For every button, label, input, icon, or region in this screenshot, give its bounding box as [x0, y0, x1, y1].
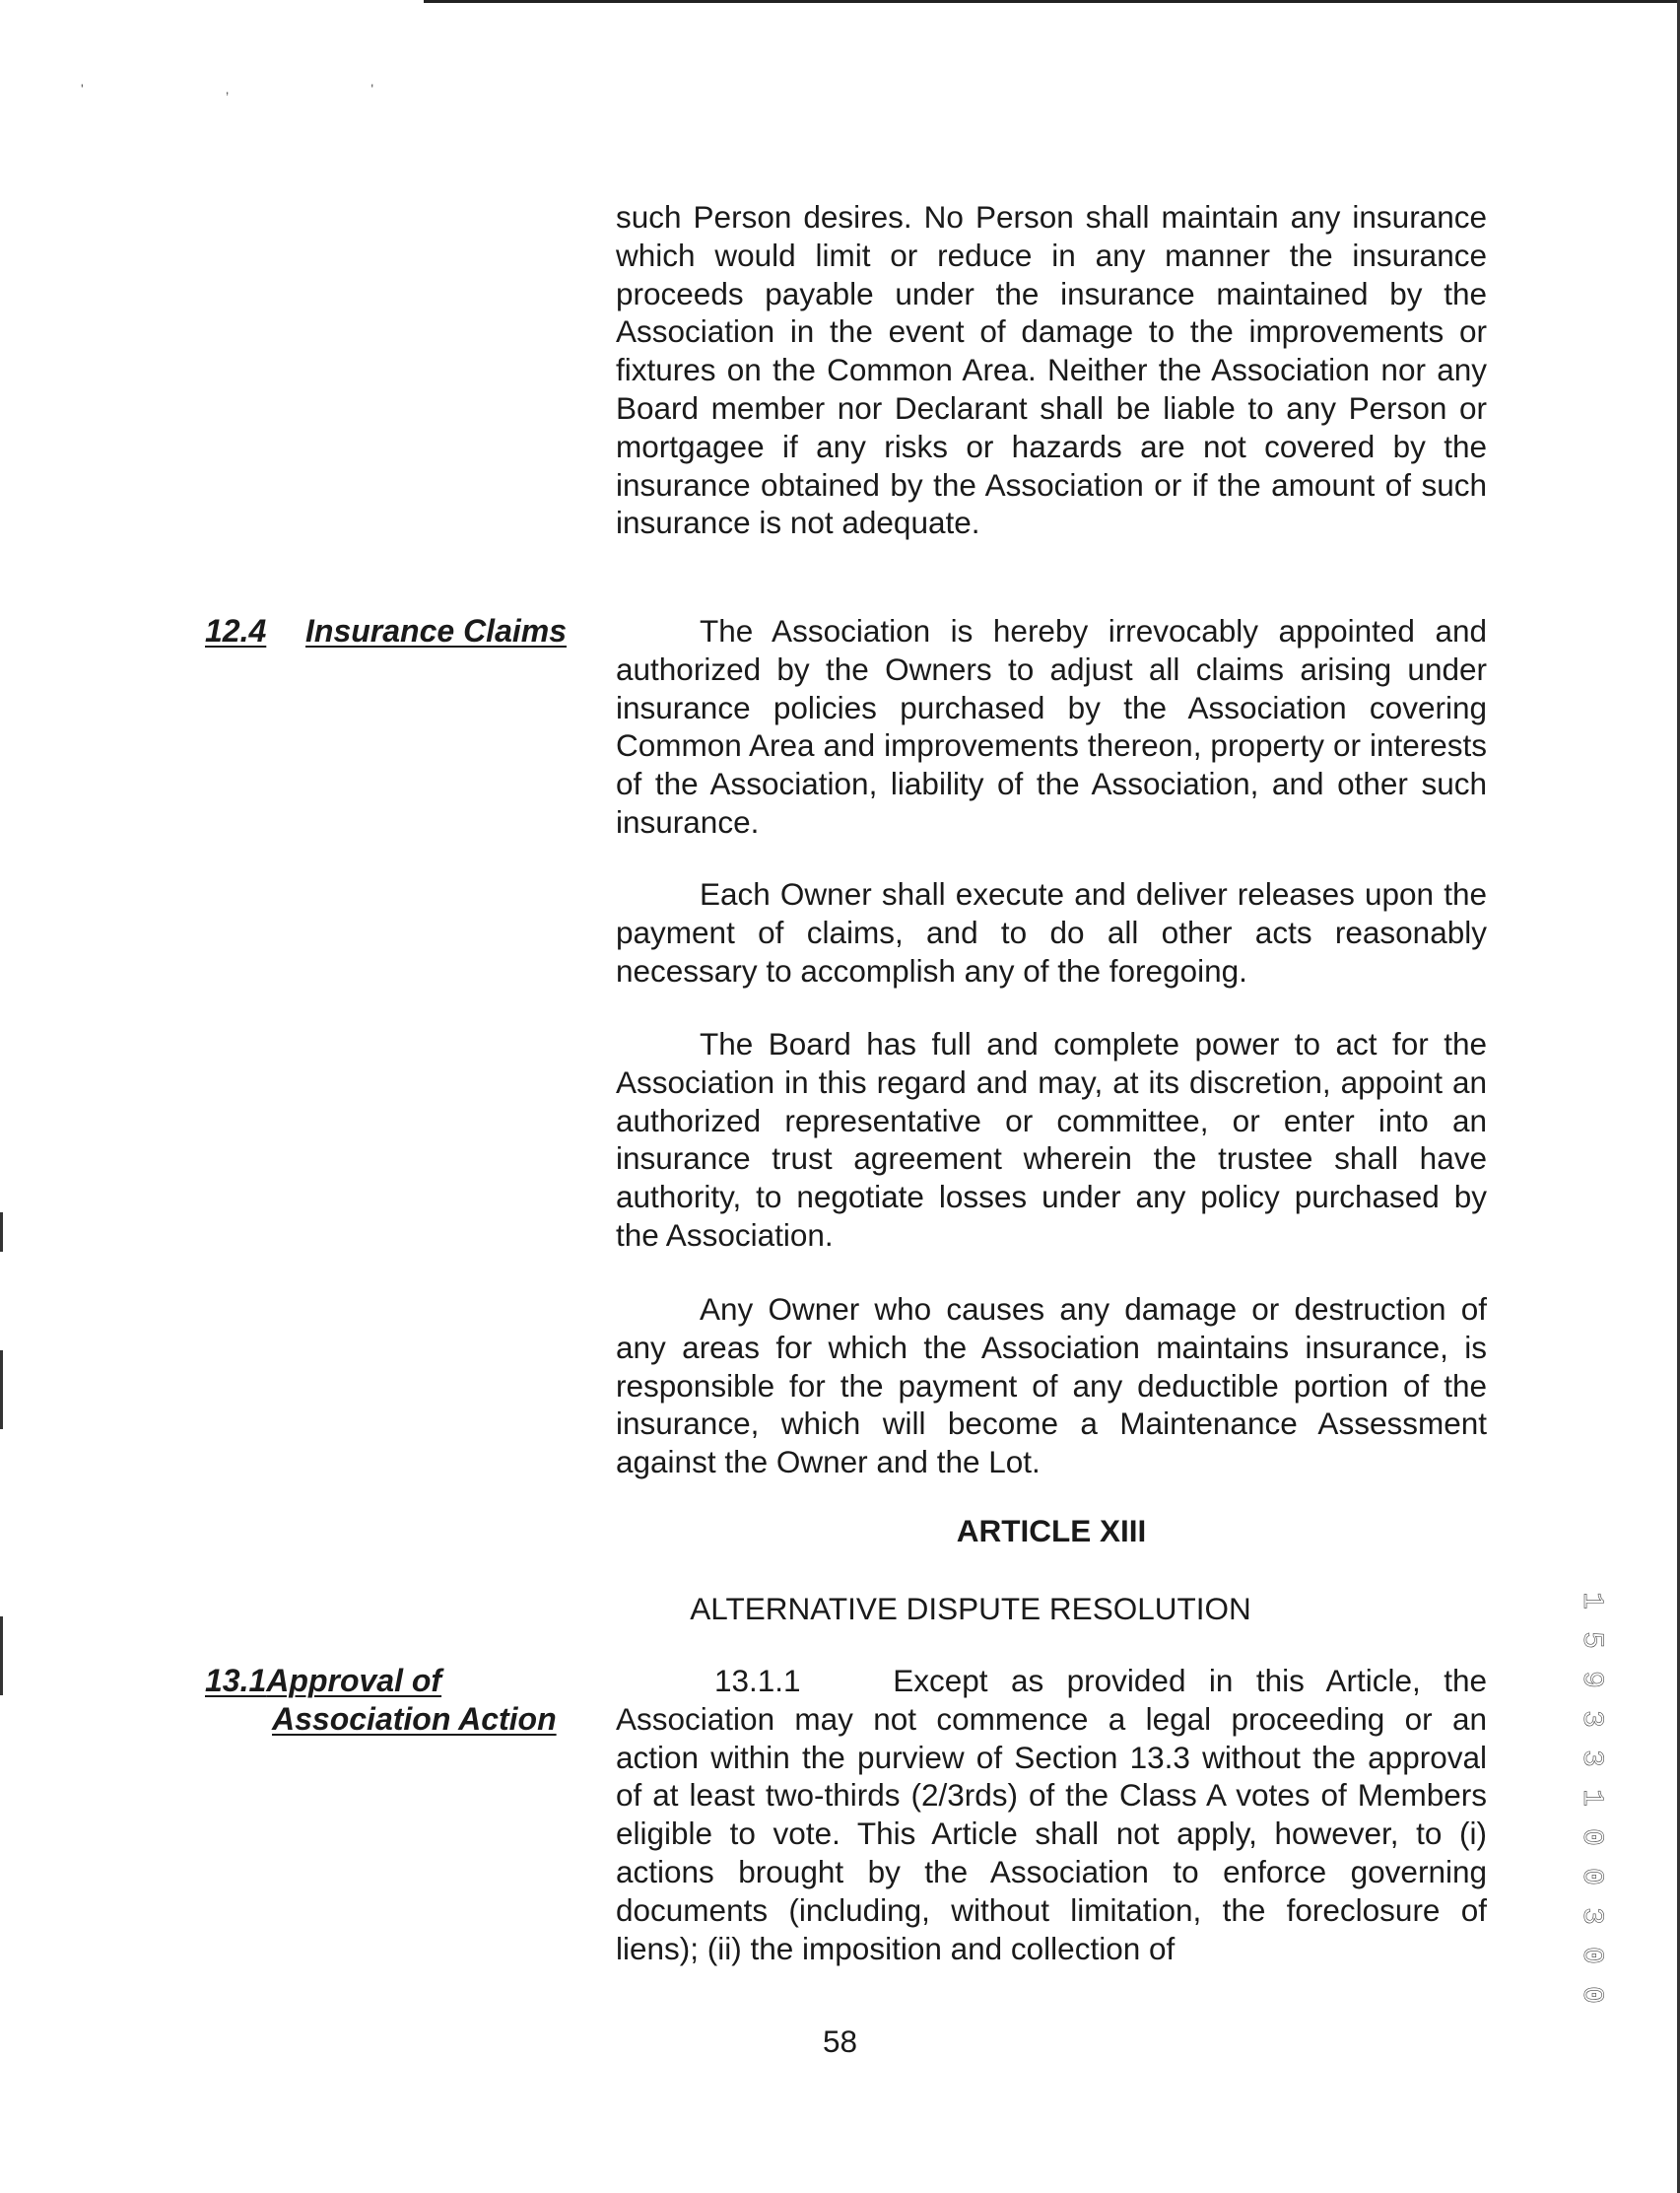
section-12-4-paragraph-2: Each Owner shall execute and deliver releases upon the payment of claims, and to do all other acts reasonably necessary to accomplish any of the foregoing. [616, 876, 1487, 989]
scan-left-mark [0, 1350, 3, 1429]
article-title: ARTICLE XIII [956, 1513, 1147, 1548]
section-12-4-paragraph-4: Any Owner who causes any damage or destruction of any areas for which the Association maintains insurance, is responsible for the payment of any deductible portion of the insurance, which will become a Maintenance Assessment against the Owner and the Lot. [616, 1291, 1487, 1480]
scan-top-border [424, 0, 1680, 3]
scan-left-mark [0, 1212, 3, 1252]
section-13-1-heading-line-2 [272, 1700, 557, 1739]
scan-marks: ' , ' [81, 81, 443, 97]
section-13-1-paragraph: 13.1.1 Except as provided in this Article, the Association may not commence a legal proceeding or an action within the purview of Section 13.3 without the approval of at least two-thirds (2/3rds) of the Class A votes of Members eligible to vote. This Article shall not apply, however, to (i) actions brought by the Association to enforce governing documents (including, without limitation, the foreclosure of liens); (ii) the imposition and collection of [616, 1663, 1487, 1966]
section-12-4-heading [205, 612, 567, 651]
recording-stamp [1575, 1592, 1628, 2007]
section-title: Insurance Claims [305, 613, 567, 649]
continuation-paragraph: such Person desires. No Person shall maintain any insurance which would limit or reduce in any manner the insurance proceeds payable under the insurance maintained by the Association in the event of damage to the improvements or fixtures on the Common Area. Neither the Association nor any Board member nor Declarant shall be liable to any Person or mortgagee if any risks or hazards are not covered by the insurance obtained by the Association or if the amount of such insurance is not adequate. [616, 199, 1487, 541]
page-number: 58 [822, 2023, 858, 2059]
section-12-4-paragraph-3: The Board has full and complete power to act for the Association in this regard and may, at its discretion, appoint an authorized representative or committee, or enter into an insurance trust agreement wherein the trustee shall have authority, to negotiate losses under any policy purchased by the Association. [616, 1026, 1487, 1253]
section-title-line-2: Association Action [272, 1701, 557, 1737]
article-subtitle: ALTERNATIVE DISPUTE RESOLUTION [690, 1591, 1251, 1626]
scan-left-mark [0, 1616, 3, 1695]
section-12-4-paragraph-1: The Association is hereby irrevocably appointed and authorized by the Owners to adjust all claims arising under insurance policies purchased by the Association covering Common Area and improvements thereon, property or interests of the Association, liability of the Association, and other such insurance. [616, 613, 1487, 840]
section-number: 12.4 [205, 613, 267, 649]
section-title-line-1: Approval of [266, 1663, 442, 1698]
section-number: 13.1 [205, 1663, 267, 1698]
section-13-1-heading [205, 1662, 441, 1700]
recording-stamp-text: 1 5 9 3 3 1 0 0 3 0 0 [1575, 1592, 1608, 2007]
